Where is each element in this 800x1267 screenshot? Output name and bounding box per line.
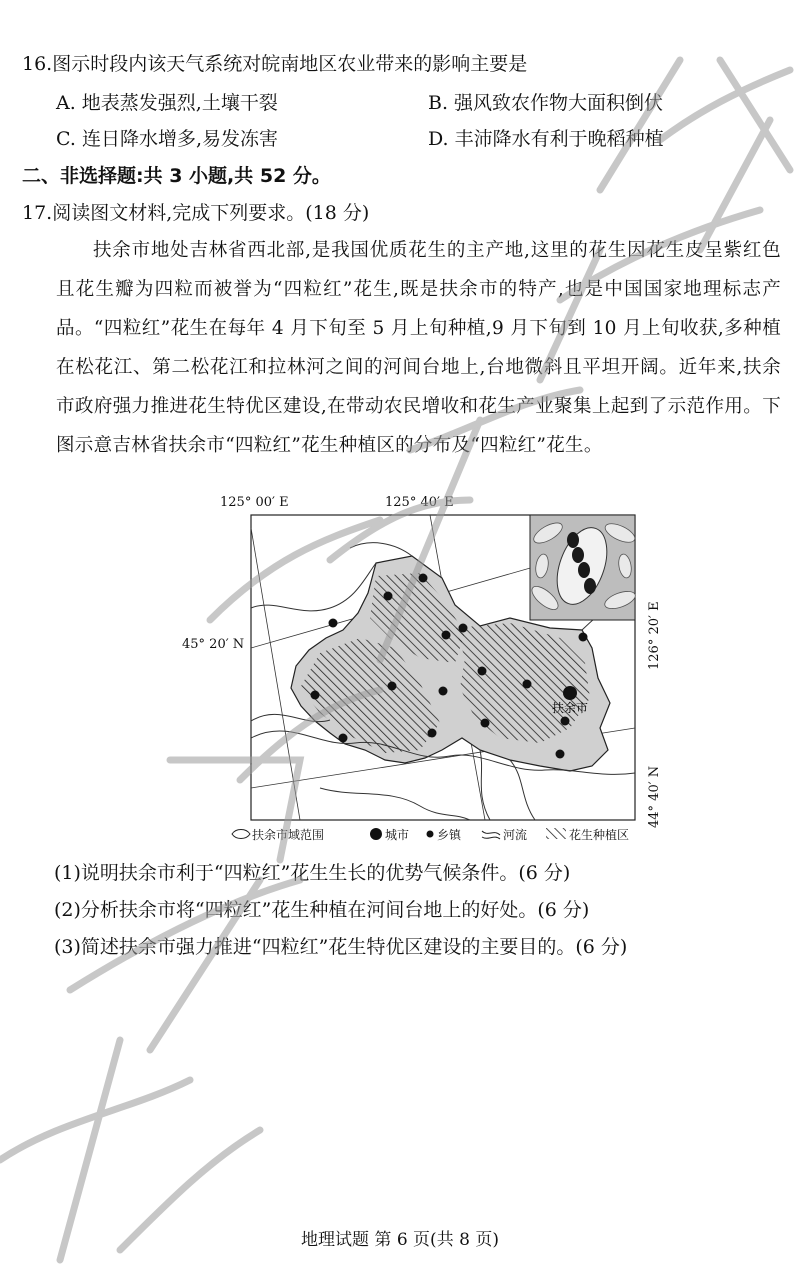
town-dot: [459, 624, 468, 633]
legend-river: 河流: [503, 828, 528, 842]
boundary-legend-icon: [232, 830, 250, 839]
town-dot: [339, 734, 348, 743]
legend-planting-area: 花生种植区: [569, 828, 630, 842]
town-dot: [561, 717, 570, 726]
town-dot: [329, 619, 338, 628]
town-dot: [442, 631, 451, 640]
map-legend: [232, 827, 629, 842]
town-dot: [478, 667, 487, 676]
town-dot: [428, 729, 437, 738]
city-legend-icon: [370, 828, 382, 840]
lon-label-126-20: 126° 20′ E: [647, 601, 662, 670]
lat-label-44-40: 44° 40′ N: [647, 765, 662, 828]
section2-heading: 二、非选择题:共 3 小题,共 52 分。: [22, 165, 331, 187]
q17-subquestion-3: (3)简述扶余市强力推进“四粒红”花生特优区建设的主要目的。(6 分): [54, 936, 628, 958]
planting-legend-icon: [546, 828, 566, 839]
town-dot: [388, 682, 397, 691]
q16-option-a: A. 地表蒸发强烈,土壤干裂: [56, 92, 278, 114]
q17-subquestion-2: (2)分析扶余市将“四粒红”花生种植在河间台地上的好处。(6 分): [54, 899, 590, 921]
legend-boundary: 扶余市域范围: [252, 828, 325, 842]
city-label: 扶余市: [552, 701, 589, 715]
town-dot: [579, 633, 588, 642]
lon-label-125-00: 125° 00′ E: [220, 495, 289, 510]
river-legend-icon: [482, 831, 500, 839]
town-dot: [311, 691, 320, 700]
peanut-map-figure: [180, 488, 670, 848]
peanut-photo-inset: [528, 515, 637, 620]
q16-option-d: D. 丰沛降水有利于晚稻种植: [428, 128, 664, 150]
lon-label-125-40: 125° 40′ E: [385, 495, 454, 510]
q17-stem: 17.阅读图文材料,完成下列要求。(18 分): [22, 202, 370, 224]
q16-option-c: C. 连日降水增多,易发冻害: [56, 128, 278, 150]
town-dot: [439, 687, 448, 696]
legend-city: 城市: [385, 828, 410, 842]
town-dot: [523, 680, 532, 689]
q16-stem: 16.图示时段内该天气系统对皖南地区农业带来的影响主要是: [22, 53, 528, 75]
town-legend-icon: [427, 831, 434, 838]
q16-option-b: B. 强风致农作物大面积倒伏: [428, 92, 664, 114]
q17-paragraph: 扶余市地处吉林省西北部,是我国优质花生的主产地,这里的花生因花生皮呈紫红色且花生瓣为四粒而被誉为“四粒红”花生,既是扶余市的特产,也是中国国家地理标志产品。“四粒红”花生在每年 4 月下旬至 5 月上旬种植,9 月下旬到 10 月上旬收获,多种植在松花江、第二松花江和拉林河之间的河间台地上,台地微斜且平坦开阔。近年来,扶余市政府强力推进花生特优区建设,在带动农民增收和花生产业聚集上起到了示范作用。下图示意吉林省扶余市“四粒红”花生种植区的分布及“四粒红”花生。: [56, 240, 781, 456]
lat-label-45-20: 45° 20′ N: [182, 637, 245, 652]
q17-subquestion-1: (1)说明扶余市利于“四粒红”花生生长的优势气候条件。(6 分): [54, 862, 571, 884]
town-dot: [556, 750, 565, 759]
legend-town: 乡镇: [437, 828, 462, 842]
city-marker: [563, 686, 577, 700]
town-dot: [384, 592, 393, 601]
town-dot: [481, 719, 490, 728]
town-dot: [419, 574, 428, 583]
page-footer: 地理试题 第 6 页(共 8 页): [301, 1230, 499, 1250]
